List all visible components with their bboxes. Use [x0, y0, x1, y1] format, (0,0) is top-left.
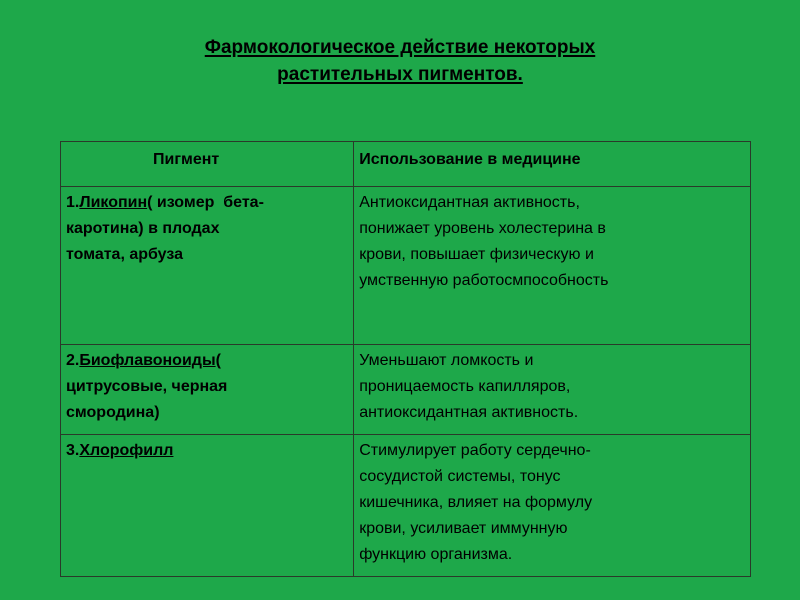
usage-line: крови, повышает физическую и — [359, 246, 594, 263]
pigment-line — [66, 348, 347, 374]
usage-line: крови, усиливает иммунную — [359, 520, 568, 537]
table-row — [61, 187, 751, 345]
usage-cell — [354, 187, 751, 345]
usage-line: Уменьшают ломкость и — [359, 352, 534, 369]
pigment-desc-part: ( изомер бета- — [147, 194, 264, 211]
usage-line: умственную работосмпособность — [359, 272, 609, 289]
header-usage: Использование в медицине — [354, 142, 751, 187]
table-row — [61, 345, 751, 435]
title-line-1: Фармокологическое действие некоторых — [204, 37, 596, 58]
pigment-line — [66, 190, 347, 216]
pigment-cell — [61, 187, 354, 345]
slide-title — [100, 34, 700, 88]
table-header-row — [61, 142, 751, 187]
table-row — [61, 435, 751, 577]
usage-line: проницаемость капилляров, — [359, 378, 571, 395]
pigment-desc-line: смородина) — [66, 404, 160, 421]
usage-line: Антиоксидантная активность, — [359, 194, 580, 211]
pigment-name: Хлорофилл — [79, 442, 174, 459]
usage-line: антиоксидантная активность. — [359, 404, 579, 421]
usage-line: сосудистой системы, тонус — [359, 468, 561, 485]
pigment-name: Ликопин — [79, 194, 148, 211]
pigment-desc-line: томата, арбуза — [66, 246, 184, 263]
pigment-desc-line: каротина) в плодах — [66, 220, 220, 237]
usage-line: функцию организма. — [359, 546, 513, 563]
pigment-line — [66, 438, 347, 464]
title-line-2: растительных пигментов. — [277, 64, 523, 85]
pigment-desc-part: ( — [215, 352, 221, 369]
usage-line: кишечника, влияет на формулу — [359, 494, 593, 511]
usage-cell — [354, 345, 751, 435]
pigment-name: Биофлавоноиды — [79, 352, 216, 369]
pigment-desc-line: цитрусовые, черная — [66, 378, 228, 395]
pigment-number: 2. — [66, 352, 80, 369]
pigment-number: 3. — [66, 442, 80, 459]
pigment-cell — [61, 435, 354, 577]
header-pigment: Пигмент — [61, 142, 354, 187]
pigment-cell — [61, 345, 354, 435]
pigment-number: 1. — [66, 194, 80, 211]
usage-cell — [354, 435, 751, 577]
usage-line: понижает уровень холестерина в — [359, 220, 606, 237]
pigments-table — [60, 141, 751, 577]
usage-line: Стимулирует работу сердечно- — [359, 442, 591, 459]
